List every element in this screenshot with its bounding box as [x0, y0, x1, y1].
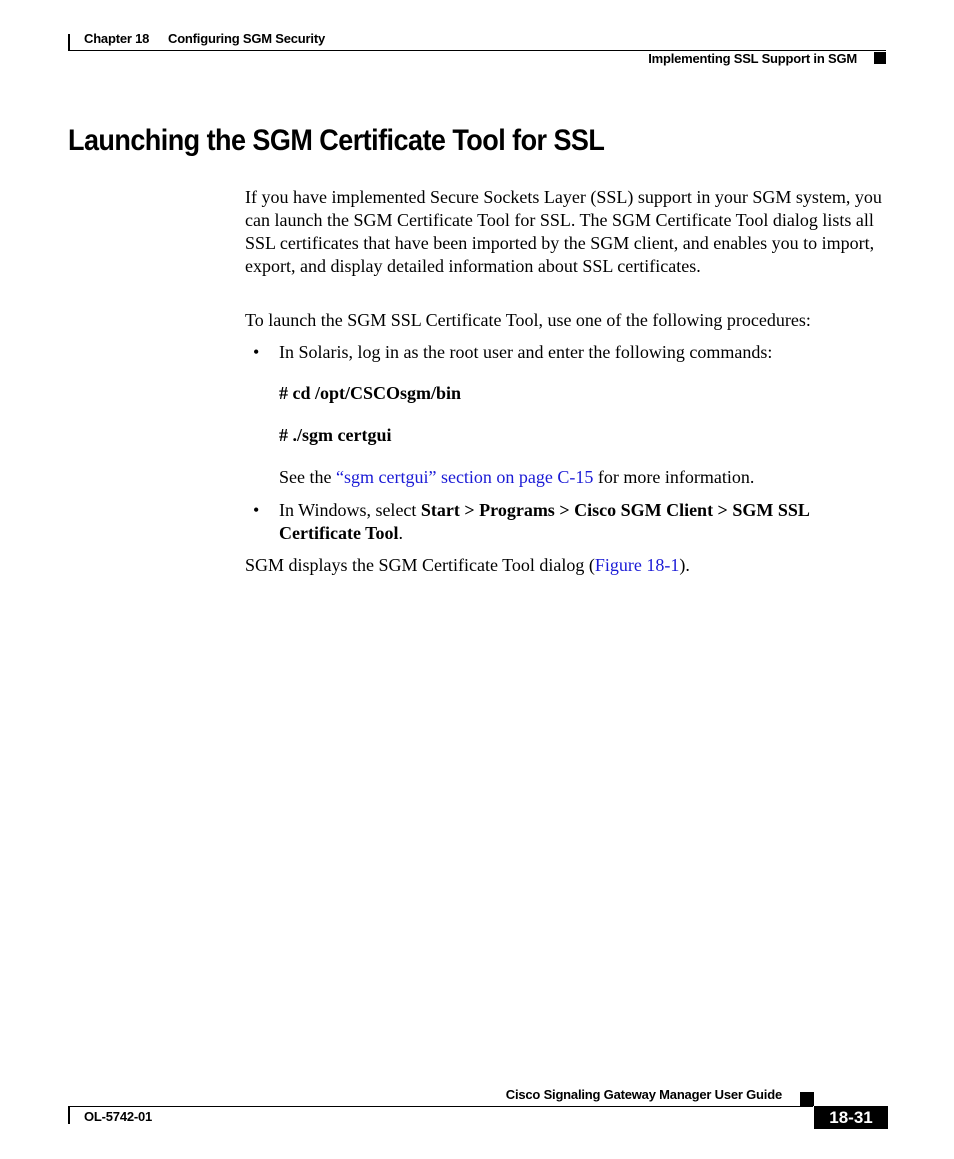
- command-cd: # cd /opt/CSCOsgm/bin: [279, 383, 462, 403]
- figure-link[interactable]: Figure 18-1: [594, 555, 680, 575]
- procedure-intro-text: To launch the SGM SSL Certificate Tool, use one of the following procedures:: [245, 310, 811, 330]
- result-prefix: SGM displays the SGM Certificate Tool dialog (: [245, 555, 595, 575]
- footer-guide-title: Cisco Signaling Gateway Manager User Guide: [505, 1087, 782, 1102]
- intro-text: If you have implemented Secure Sockets Layer (SSL) support in your SGM system, you can launch the SGM Certificate Tool for SSL. The SGM Certificate Tool dialog lists all SSL certificates that have been imported by the SGM client, and enables you to import, export, and display detailed information about SSL certificates.: [245, 187, 882, 276]
- footer-doc-number: OL-5742-01: [84, 1109, 153, 1124]
- result-text: [245, 554, 890, 577]
- header-left-bar: [68, 34, 70, 50]
- footer-square-marker: [800, 1092, 814, 1106]
- header-square-marker: [874, 52, 886, 64]
- page-title: Launching the SGM Certificate Tool for SSL: [68, 124, 605, 157]
- see-suffix: for more information.: [593, 467, 755, 487]
- result-suffix: ).: [679, 555, 690, 575]
- intro-paragraph: [245, 186, 890, 278]
- header-section-title: Implementing SSL Support in SGM: [648, 51, 857, 66]
- see-prefix: See the: [279, 467, 336, 487]
- footer-rule: [68, 1106, 813, 1107]
- header-chapter-title: Configuring SGM Security: [168, 31, 325, 46]
- result-paragraph: [245, 554, 890, 577]
- header-chapter: Chapter 18: [84, 31, 150, 46]
- page-number: 18-31: [814, 1106, 888, 1129]
- bullet-2-text: [279, 499, 891, 545]
- command-certgui: # ./sgm certgui: [279, 425, 392, 445]
- footer-left-bar: [68, 1107, 70, 1124]
- bullet-marker-1: •: [253, 342, 260, 362]
- bullet-2-suffix: .: [398, 523, 403, 543]
- bullet-marker-2: •: [253, 500, 260, 520]
- windows-menu-path: Start > Programs > Cisco SGM Client > SGM SSL Certificate Tool: [279, 500, 809, 543]
- see-reference: [279, 466, 891, 489]
- procedure-intro: [245, 309, 890, 332]
- bullet-2-prefix: In Windows, select: [279, 500, 421, 520]
- sgm-certgui-link[interactable]: “sgm certgui” section on page C-15: [335, 467, 594, 487]
- bullet-1-text: In Solaris, log in as the root user and enter the following commands:: [279, 342, 773, 362]
